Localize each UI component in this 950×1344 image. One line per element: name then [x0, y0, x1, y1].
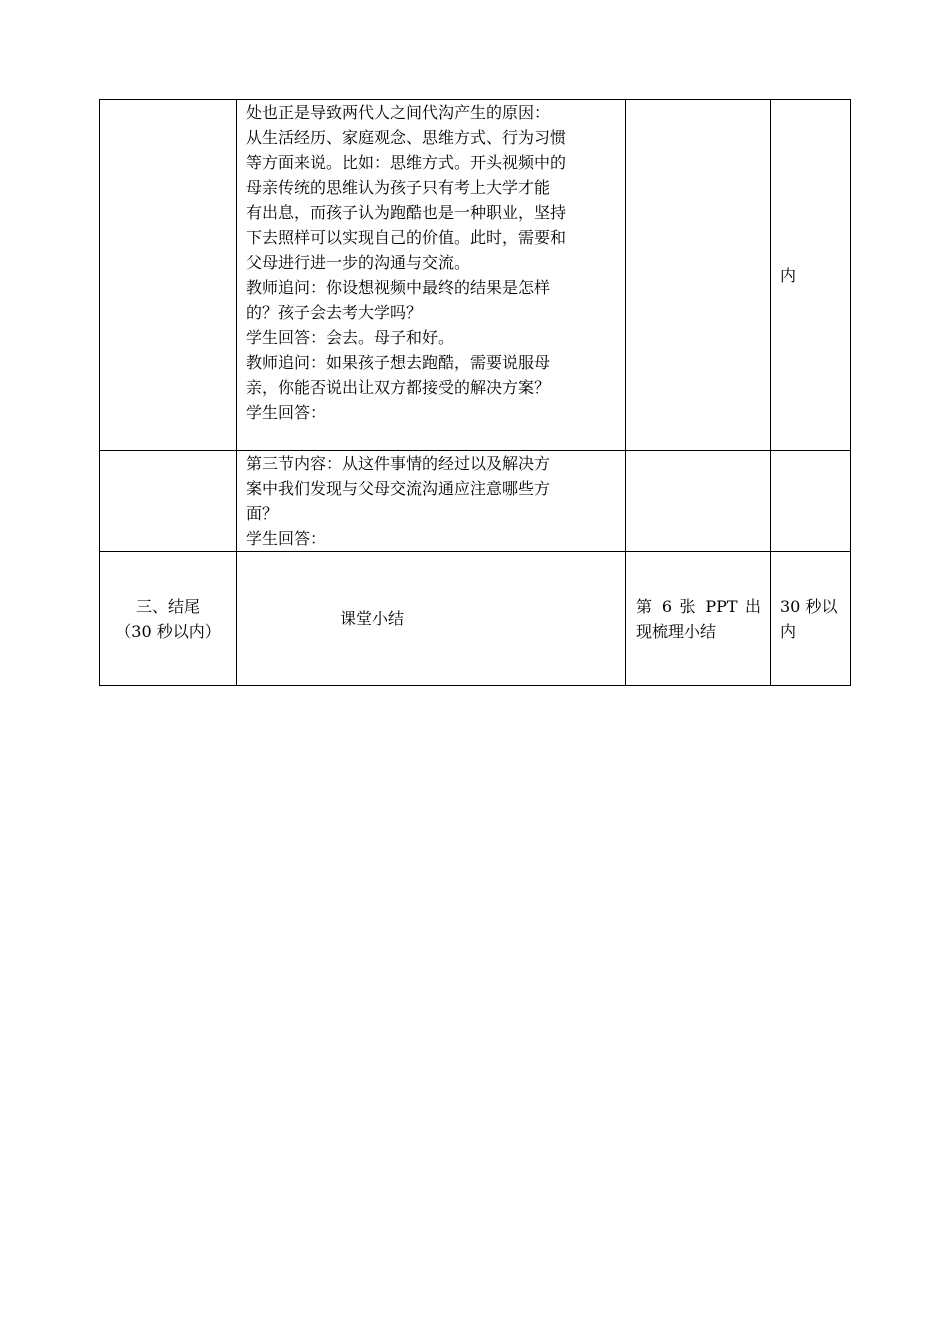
content-line: 案中我们发现与父母交流沟通应注意哪些方	[246, 479, 551, 498]
time-line: 内	[780, 621, 797, 641]
content-line: 教师追问：如果孩子想去跑酷，需要说服母	[246, 353, 551, 372]
content-line: 从生活经历、家庭观念、思维方式、行为习惯	[246, 128, 567, 147]
resource-cell-empty	[626, 451, 771, 552]
content-line: 等方面来说。比如：思维方式。开头视频中的	[246, 153, 567, 172]
time-line: 30 秒以	[780, 596, 838, 616]
time-text: 内	[780, 266, 797, 285]
content-line: 的？孩子会去考大学吗？	[246, 303, 423, 322]
section-cell-empty	[100, 100, 237, 451]
lesson-plan-table	[99, 99, 851, 686]
table-row-discussion	[100, 100, 851, 451]
content-line: 父母进行进一步的沟通与交流。	[246, 253, 471, 272]
summary-text: 课堂小结	[340, 609, 405, 628]
section-cell-ending	[100, 552, 237, 686]
time-cell-ending	[771, 552, 851, 686]
content-line: 教师追问：你设想视频中最终的结果是怎样	[246, 278, 551, 297]
resource-line: 第 6 张 PPT 出	[636, 596, 761, 616]
section-cell-empty	[100, 451, 237, 552]
resource-cell-ppt	[626, 552, 771, 686]
content-line: 下去照样可以实现自己的价值。此时，需要和	[246, 228, 567, 247]
section-duration: （30 秒以内）	[115, 621, 221, 641]
content-line: 处也正是导致两代人之间代沟产生的原因：	[246, 103, 551, 122]
section-title: 三、结尾	[135, 596, 200, 616]
content-line: 有出息，而孩子认为跑酷也是一种职业，坚持	[246, 203, 567, 222]
content-line: 面？	[246, 504, 279, 523]
table-row-section-three	[100, 451, 851, 552]
resource-line: 现梳理小结	[636, 621, 717, 641]
table-row-ending	[100, 552, 851, 686]
content-line: 母亲传统的思维认为孩子只有考上大学才能	[246, 178, 551, 197]
content-cell-section-three	[237, 451, 626, 552]
content-line: 亲，你能否说出让双方都接受的解决方案？	[246, 378, 551, 397]
time-cell-discussion	[771, 100, 851, 451]
content-line: 学生回答：	[246, 403, 327, 422]
content-line: 第三节内容：从这件事情的经过以及解决方	[246, 454, 551, 473]
resource-cell-empty	[626, 100, 771, 451]
content-cell-summary	[237, 552, 626, 686]
content-cell-discussion	[237, 100, 626, 451]
content-line: 学生回答：会去。母子和好。	[246, 328, 455, 347]
content-line: 学生回答：	[246, 529, 327, 548]
time-cell-empty	[771, 451, 851, 552]
